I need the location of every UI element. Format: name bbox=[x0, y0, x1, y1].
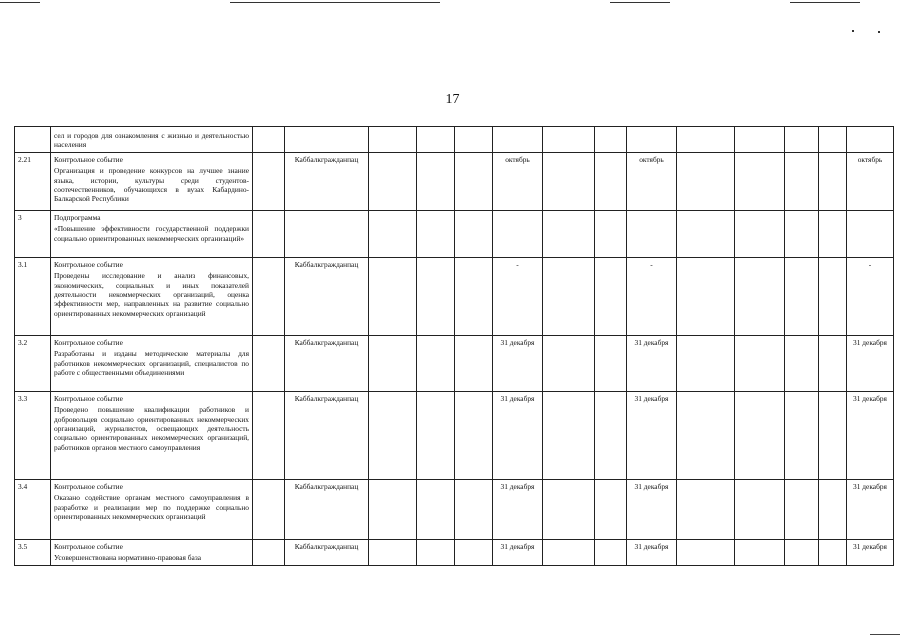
deadline-q3: 31 декабря bbox=[847, 539, 894, 565]
table-row bbox=[15, 479, 894, 539]
deadline-q2: 31 декабря bbox=[627, 335, 677, 391]
scan-artifact bbox=[870, 634, 900, 635]
empty-cell bbox=[595, 335, 627, 391]
event-description bbox=[51, 391, 253, 479]
table-row bbox=[15, 391, 894, 479]
empty-cell bbox=[417, 391, 455, 479]
empty-cell bbox=[369, 127, 417, 153]
empty-cell bbox=[595, 479, 627, 539]
event-label: Контрольное событие bbox=[54, 481, 123, 491]
event-description bbox=[51, 539, 253, 565]
scan-artifact bbox=[0, 2, 40, 3]
empty-cell bbox=[735, 210, 785, 257]
executor-cell: Каббалкгражданпац bbox=[285, 391, 369, 479]
row-number bbox=[15, 127, 51, 153]
table-row bbox=[15, 152, 894, 210]
empty-cell bbox=[677, 539, 735, 565]
executor-cell: Каббалкгражданпац bbox=[285, 335, 369, 391]
empty-cell bbox=[543, 257, 595, 335]
empty-cell bbox=[735, 335, 785, 391]
deadline-q1: - bbox=[493, 257, 543, 335]
deadline-q1: 31 декабря bbox=[493, 479, 543, 539]
deadline-q1: октябрь bbox=[493, 152, 543, 210]
empty-cell bbox=[369, 152, 417, 210]
row-number: 3.1 bbox=[15, 257, 51, 335]
empty-cell bbox=[253, 479, 285, 539]
event-label: Контрольное событие bbox=[54, 337, 123, 347]
event-text: Проведено повышение квалификации работников и добровольцев социально ориентированных некоммерческих организаций, журналистов, освещающих деятельность социально ориентированных некоммерческих организаций, работников органов местного самоуправления bbox=[54, 405, 249, 452]
empty-cell bbox=[253, 152, 285, 210]
empty-cell bbox=[543, 391, 595, 479]
empty-cell bbox=[819, 257, 847, 335]
empty-cell bbox=[735, 257, 785, 335]
empty-cell bbox=[455, 257, 493, 335]
empty-cell bbox=[595, 152, 627, 210]
schedule-table bbox=[14, 126, 894, 566]
empty-cell bbox=[253, 335, 285, 391]
empty-cell bbox=[369, 335, 417, 391]
deadline-q3: 31 декабря bbox=[847, 479, 894, 539]
empty-cell bbox=[253, 391, 285, 479]
event-label: Подпрограмма bbox=[54, 212, 101, 222]
event-description bbox=[51, 257, 253, 335]
empty-cell bbox=[735, 391, 785, 479]
table-row bbox=[15, 127, 894, 153]
event-text: Оказано содействие органам местного самоуправления в разработке и реализации мер по поддержке социально ориентированных некоммерческих организаций bbox=[54, 493, 249, 522]
page-number: 17 bbox=[445, 92, 460, 107]
empty-cell bbox=[455, 127, 493, 153]
empty-cell bbox=[369, 257, 417, 335]
empty-cell bbox=[543, 479, 595, 539]
deadline-q2: - bbox=[627, 257, 677, 335]
empty-cell bbox=[417, 335, 455, 391]
event-text: Организация и проведение конкурсов на лучшее знание языка, истории, культуры среди студентов-соотечественников, обучающихся в вузах Кабардино-Балкарской Республики bbox=[54, 166, 249, 204]
empty-cell bbox=[677, 152, 735, 210]
deadline-q2: 31 декабря bbox=[627, 479, 677, 539]
deadline-q1: 31 декабря bbox=[493, 539, 543, 565]
empty-cell bbox=[253, 539, 285, 565]
empty-cell bbox=[369, 391, 417, 479]
row-number: 3 bbox=[15, 210, 51, 257]
empty-cell bbox=[455, 210, 493, 257]
empty-cell bbox=[785, 479, 819, 539]
deadline-q3: октябрь bbox=[847, 152, 894, 210]
event-label: Контрольное событие bbox=[54, 259, 123, 269]
executor-cell: Каббалкгражданпац bbox=[285, 257, 369, 335]
empty-cell bbox=[819, 210, 847, 257]
empty-cell bbox=[543, 335, 595, 391]
event-text: «Повышение эффективности государственной поддержки социально ориентированных некоммерческих организаций» bbox=[54, 224, 249, 243]
empty-cell bbox=[677, 257, 735, 335]
event-description bbox=[51, 127, 253, 153]
empty-cell bbox=[785, 127, 819, 153]
empty-cell bbox=[253, 257, 285, 335]
scan-artifact bbox=[610, 2, 670, 3]
table-row bbox=[15, 210, 894, 257]
table-row bbox=[15, 539, 894, 565]
empty-cell bbox=[819, 152, 847, 210]
deadline-q1 bbox=[493, 210, 543, 257]
empty-cell bbox=[735, 152, 785, 210]
deadline-q2 bbox=[627, 127, 677, 153]
empty-cell bbox=[417, 539, 455, 565]
scan-artifact bbox=[852, 30, 854, 32]
empty-cell bbox=[677, 335, 735, 391]
empty-cell bbox=[819, 539, 847, 565]
executor-cell: Каббалкгражданпац bbox=[285, 539, 369, 565]
empty-cell bbox=[253, 210, 285, 257]
deadline-q3 bbox=[847, 127, 894, 153]
empty-cell bbox=[369, 539, 417, 565]
deadline-q1 bbox=[493, 127, 543, 153]
empty-cell bbox=[543, 152, 595, 210]
empty-cell bbox=[543, 539, 595, 565]
table-row bbox=[15, 257, 894, 335]
deadline-q3: - bbox=[847, 257, 894, 335]
deadline-q1: 31 декабря bbox=[493, 335, 543, 391]
empty-cell bbox=[595, 127, 627, 153]
empty-cell bbox=[785, 335, 819, 391]
empty-cell bbox=[595, 257, 627, 335]
empty-cell bbox=[785, 539, 819, 565]
empty-cell bbox=[595, 210, 627, 257]
row-number: 2.21 bbox=[15, 152, 51, 210]
empty-cell bbox=[735, 479, 785, 539]
empty-cell bbox=[253, 127, 285, 153]
empty-cell bbox=[455, 539, 493, 565]
scan-artifact bbox=[790, 2, 860, 3]
deadline-q3: 31 декабря bbox=[847, 335, 894, 391]
empty-cell bbox=[735, 127, 785, 153]
deadline-q3 bbox=[847, 210, 894, 257]
empty-cell bbox=[417, 210, 455, 257]
empty-cell bbox=[819, 479, 847, 539]
deadline-q3: 31 декабря bbox=[847, 391, 894, 479]
empty-cell bbox=[677, 210, 735, 257]
scan-artifact bbox=[878, 31, 880, 33]
empty-cell bbox=[785, 152, 819, 210]
event-text: Разработаны и изданы методические материалы для работников некоммерческих организаций, специалистов по работе с общественными объединениями bbox=[54, 349, 249, 378]
empty-cell bbox=[785, 210, 819, 257]
row-number: 3.5 bbox=[15, 539, 51, 565]
empty-cell bbox=[369, 210, 417, 257]
deadline-q2 bbox=[627, 210, 677, 257]
empty-cell bbox=[417, 152, 455, 210]
event-text: сел и городов для ознакомления с жизнью и деятельностью населения bbox=[54, 131, 249, 150]
event-label: Контрольное событие bbox=[54, 393, 123, 403]
deadline-q2: октябрь bbox=[627, 152, 677, 210]
empty-cell bbox=[417, 479, 455, 539]
event-description bbox=[51, 335, 253, 391]
row-number: 3.2 bbox=[15, 335, 51, 391]
scan-artifact bbox=[230, 2, 440, 3]
empty-cell bbox=[785, 391, 819, 479]
deadline-q1: 31 декабря bbox=[493, 391, 543, 479]
event-text: Усовершенствована нормативно-правовая база bbox=[54, 553, 202, 563]
empty-cell bbox=[735, 539, 785, 565]
empty-cell bbox=[455, 335, 493, 391]
event-label: Контрольное событие bbox=[54, 541, 123, 551]
event-text: Проведены исследование и анализ финансовых, экономических, социальных и иных показателей деятельности некоммерческих организаций, оценка эффективности мер, направленных на развитие социально ориентированных некоммерческих организаций bbox=[54, 271, 249, 318]
executor-cell bbox=[285, 210, 369, 257]
executor-cell: Каббалкгражданпац bbox=[285, 479, 369, 539]
event-description bbox=[51, 152, 253, 210]
empty-cell bbox=[455, 479, 493, 539]
deadline-q2: 31 декабря bbox=[627, 539, 677, 565]
empty-cell bbox=[455, 152, 493, 210]
executor-cell bbox=[285, 127, 369, 153]
event-description bbox=[51, 479, 253, 539]
empty-cell bbox=[677, 127, 735, 153]
empty-cell bbox=[595, 391, 627, 479]
executor-cell: Каббалкгражданпац bbox=[285, 152, 369, 210]
empty-cell bbox=[785, 257, 819, 335]
empty-cell bbox=[595, 539, 627, 565]
empty-cell bbox=[417, 127, 455, 153]
row-number: 3.3 bbox=[15, 391, 51, 479]
table-row bbox=[15, 335, 894, 391]
row-number: 3.4 bbox=[15, 479, 51, 539]
empty-cell bbox=[455, 391, 493, 479]
empty-cell bbox=[543, 210, 595, 257]
empty-cell bbox=[677, 479, 735, 539]
empty-cell bbox=[819, 335, 847, 391]
empty-cell bbox=[819, 391, 847, 479]
empty-cell bbox=[369, 479, 417, 539]
empty-cell bbox=[543, 127, 595, 153]
empty-cell bbox=[417, 257, 455, 335]
deadline-q2: 31 декабря bbox=[627, 391, 677, 479]
empty-cell bbox=[677, 391, 735, 479]
event-description bbox=[51, 210, 253, 257]
event-label: Контрольное событие bbox=[54, 154, 123, 164]
empty-cell bbox=[819, 127, 847, 153]
